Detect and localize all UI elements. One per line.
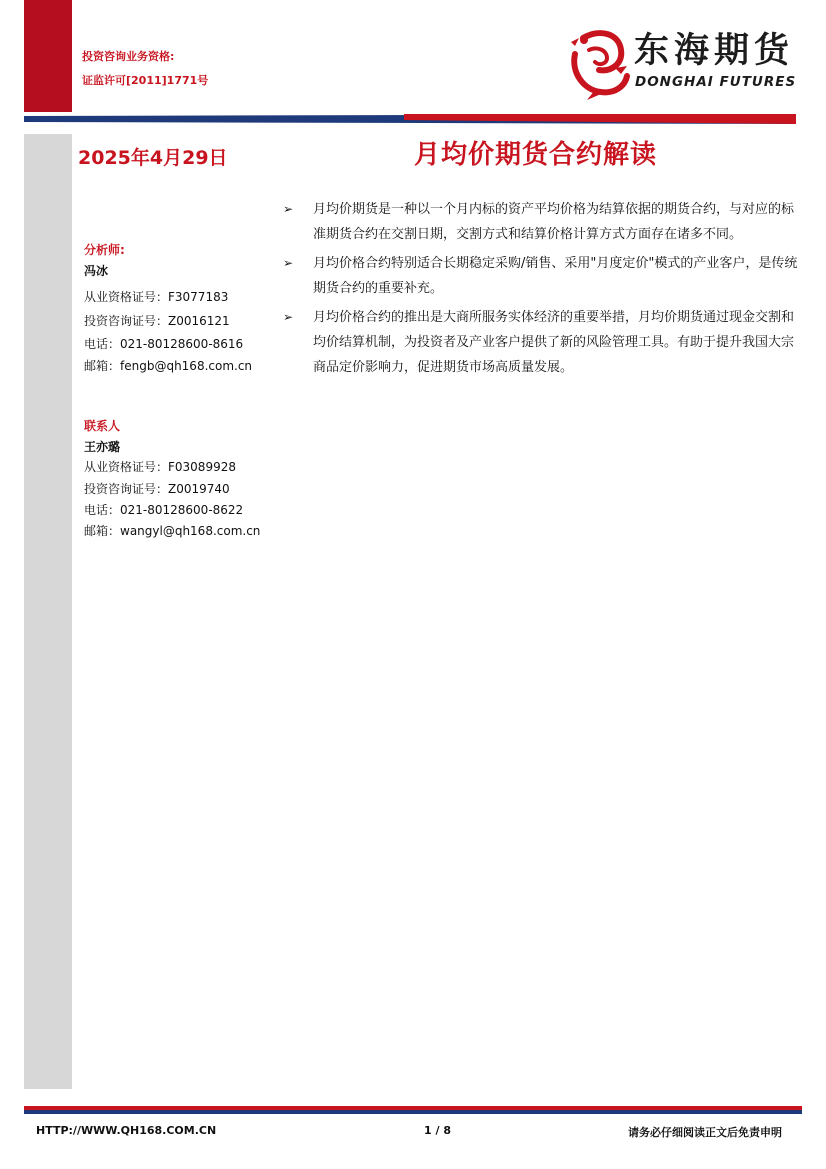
analyst-cert-qualification: 从业资格证号：F3077183: [84, 290, 229, 304]
contact-cert-qualification: 从业资格证号：F03089928: [84, 460, 236, 474]
analyst-phone: 电话：021-80128600-8616: [84, 337, 244, 351]
qualification-label: 投资咨询业务资格:: [82, 50, 175, 63]
license-number: 证监许可[2011]1771号: [82, 74, 209, 87]
donghai-logo: [567, 28, 797, 102]
analyst-cert-consulting: 投资咨询证号：Z0016121: [84, 314, 230, 328]
dragon-emblem-icon: [567, 28, 631, 102]
header-red-block: [24, 0, 72, 112]
report-title: 月均价期货合约解读: [414, 140, 658, 170]
summary-point-text: 月均价格合约的推出是大商所服务实体经济的重要举措，月均价期货通过现金交割和均价结算机制，为投资者及产业客户提供了新的风险管理工具。有助于提升我国大宗商品定价影响力，促进期货市场高质量发展。: [313, 310, 795, 375]
report-date: 2025年4月29日: [78, 147, 228, 169]
logo-english-name: DONGHAI FUTURES: [635, 74, 797, 90]
contact-phone: 电话：021-80128600-8622: [84, 503, 244, 517]
sidebar-grey-column: [24, 134, 72, 1089]
contact-name: 王亦璐: [84, 440, 121, 454]
logo-chinese-name: 东海期货: [634, 30, 795, 71]
analyst-heading: 分析师:: [84, 243, 125, 257]
contact-heading: 联系人: [84, 419, 121, 433]
contact-cert-consulting: 投资咨询证号：Z0019740: [84, 482, 230, 496]
summary-point: [283, 251, 803, 301]
bullet-arrow-icon: ➢: [283, 202, 294, 216]
summary-bullet-list: [283, 197, 803, 384]
footer-website-link[interactable]: HTTP://WWW.QH168.COM.CN: [36, 1124, 217, 1137]
header-rule: [24, 114, 796, 124]
footer-rule: [24, 1106, 802, 1114]
contact-email[interactable]: 邮箱：wangyl@qh168.com.cn: [84, 524, 261, 538]
summary-point: [283, 305, 803, 380]
footer-disclaimer: 请务必仔细阅读正文后免责申明: [628, 1126, 782, 1139]
summary-point-text: 月均价格合约特别适合长期稳定采购/销售、采用"月度定价"模式的产业客户，是传统期货合约的重要补充。: [313, 256, 798, 296]
analyst-email[interactable]: 邮箱：fengb@qh168.com.cn: [84, 359, 253, 373]
bullet-arrow-icon: ➢: [283, 310, 294, 324]
bullet-arrow-icon: ➢: [283, 256, 294, 270]
summary-point: [283, 197, 803, 247]
footer-page-number: 1 / 8: [424, 1124, 451, 1137]
analyst-name: 冯冰: [84, 264, 109, 278]
summary-point-text: 月均价期货是一种以一个月内标的资产平均价格为结算依据的期货合约，与对应的标准期货合约在交割日期，交割方式和结算价格计算方式方面存在诸多不同。: [313, 202, 795, 242]
